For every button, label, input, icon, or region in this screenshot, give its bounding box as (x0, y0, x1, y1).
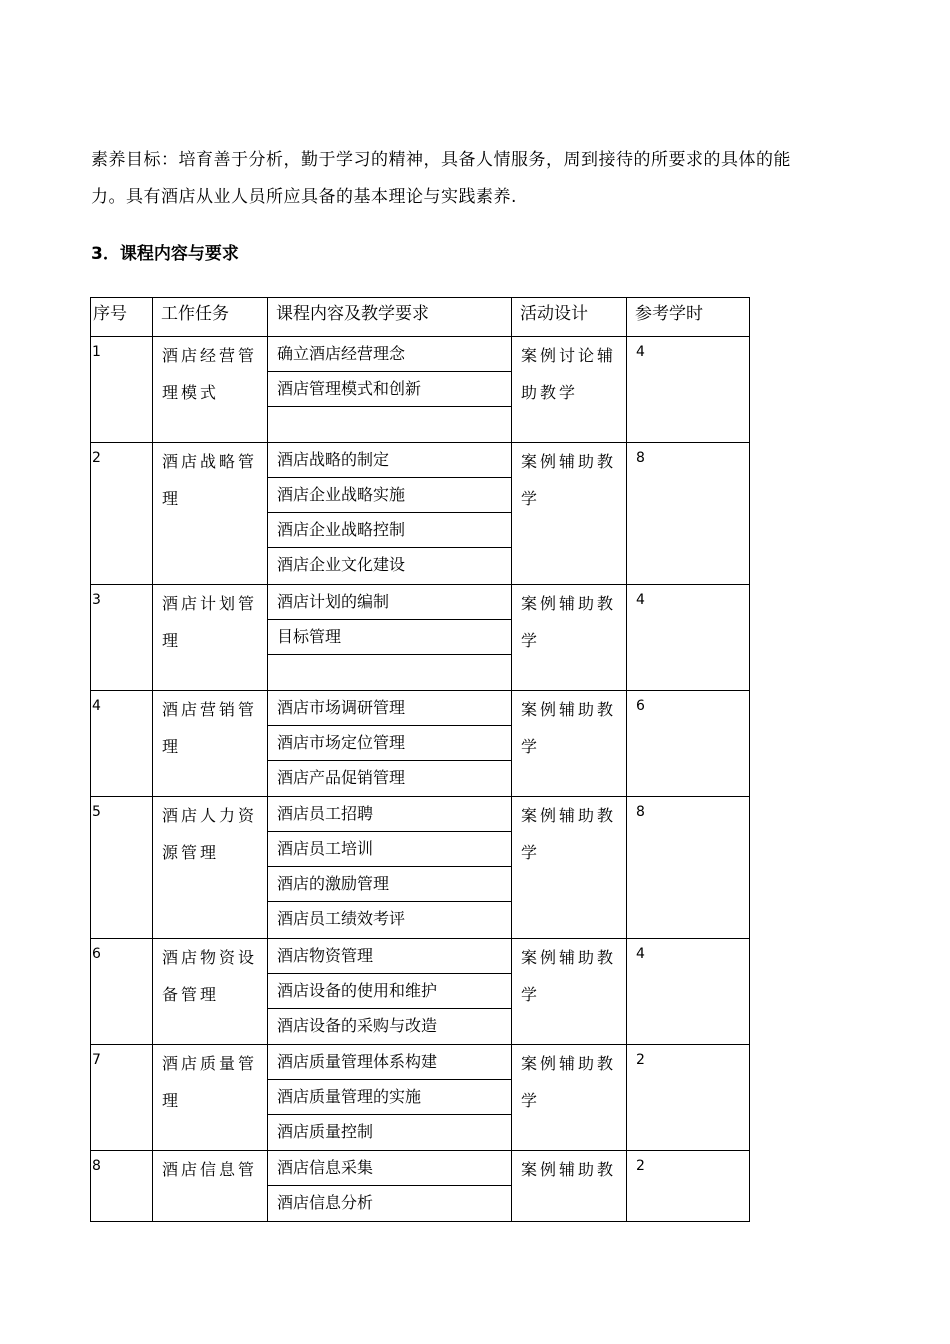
course-content-item: 酒店质量管理体系构建 (268, 1045, 511, 1080)
course-content-cell (268, 691, 512, 797)
row-number: 2 (91, 443, 153, 585)
work-task: 酒店人力资源管理 (153, 797, 268, 939)
course-content-item: 酒店设备的使用和维护 (268, 974, 511, 1009)
activity-design: 案例讨论辅助教学 (512, 337, 627, 443)
course-content-item: 酒店的激励管理 (268, 867, 511, 902)
activity-design: 案例辅助教学 (512, 691, 627, 797)
course-content-item: 酒店管理模式和创新 (268, 372, 511, 407)
course-content-item: 酒店市场调研管理 (268, 691, 511, 726)
header-content: 课程内容及教学要求 (268, 298, 512, 337)
course-content-item: 酒店质量管理的实施 (268, 1080, 511, 1115)
row-number: 3 (91, 585, 153, 691)
reference-hours: 4 (627, 337, 750, 443)
reference-hours: 8 (627, 797, 750, 939)
work-task: 酒店经营管理模式 (153, 337, 268, 443)
course-content-item: 酒店员工绩效考评 (277, 909, 406, 928)
activity-design: 案例辅助教 (512, 1151, 627, 1222)
work-task: 酒店信息管 (153, 1151, 268, 1222)
course-content-cell (268, 1045, 512, 1151)
table-row (91, 443, 750, 585)
table-row (91, 1045, 750, 1151)
course-content-item: 酒店员工培训 (268, 832, 511, 867)
course-content-cell (268, 939, 512, 1045)
work-task: 酒店战略管理 (153, 443, 268, 585)
course-content-item: 酒店质量控制 (277, 1122, 374, 1141)
work-task: 酒店物资设备管理 (153, 939, 268, 1045)
course-content-cell (268, 1151, 512, 1222)
course-content-cell (268, 337, 512, 443)
header-activity: 活动设计 (512, 298, 627, 337)
row-number: 8 (91, 1151, 153, 1222)
course-content-item: 酒店企业文化建设 (277, 555, 406, 574)
row-number: 6 (91, 939, 153, 1045)
work-task: 酒店质量管理 (153, 1045, 268, 1151)
header-hours: 参考学时 (627, 298, 750, 337)
work-task: 酒店计划管理 (153, 585, 268, 691)
table-row (91, 691, 750, 797)
table-header-row (91, 298, 750, 337)
activity-design: 案例辅助教学 (512, 939, 627, 1045)
objective-line-2: 力。具有酒店从业人员所应具备的基本理论与实践素养. (91, 187, 517, 207)
activity-design: 案例辅助教学 (512, 1045, 627, 1151)
reference-hours: 8 (627, 443, 750, 585)
course-content-item: 酒店企业战略实施 (268, 478, 511, 513)
section-heading: 3．课程内容与要求 (91, 244, 239, 264)
activity-design: 案例辅助教学 (512, 797, 627, 939)
course-content-item: 确立酒店经营理念 (268, 337, 511, 372)
row-number: 7 (91, 1045, 153, 1151)
course-content-item: 酒店产品促销管理 (277, 768, 406, 787)
course-content-cell (268, 797, 512, 939)
row-number: 5 (91, 797, 153, 939)
course-content-item (268, 655, 511, 690)
course-content-item: 酒店市场定位管理 (268, 726, 511, 761)
table-row (91, 1151, 750, 1222)
course-content-item: 酒店战略的制定 (268, 443, 511, 478)
reference-hours: 4 (627, 939, 750, 1045)
activity-design: 案例辅助教学 (512, 443, 627, 585)
work-task: 酒店营销管理 (153, 691, 268, 797)
row-number: 1 (91, 337, 153, 443)
objective-line-1: 素养目标：培育善于分析，勤于学习的精神，具备人情服务，周到接待的所要求的具体的能 (91, 150, 791, 170)
course-content-item: 酒店信息采集 (268, 1151, 511, 1186)
table-row (91, 939, 750, 1045)
course-content-item (268, 407, 511, 442)
reference-hours: 4 (627, 585, 750, 691)
activity-design: 案例辅助教学 (512, 585, 627, 691)
course-content-item: 酒店企业战略控制 (268, 513, 511, 548)
reference-hours: 6 (627, 691, 750, 797)
course-content-item: 酒店物资管理 (268, 939, 511, 974)
table-row (91, 797, 750, 939)
course-content-item: 酒店信息分析 (277, 1193, 374, 1212)
header-no: 序号 (91, 298, 153, 337)
reference-hours: 2 (627, 1151, 750, 1222)
table-row (91, 337, 750, 443)
course-content-cell (268, 443, 512, 585)
row-number: 4 (91, 691, 153, 797)
course-content-item: 酒店员工招聘 (268, 797, 511, 832)
course-content-item: 酒店设备的采购与改造 (277, 1016, 438, 1035)
header-task: 工作任务 (153, 298, 268, 337)
course-content-table (90, 297, 750, 1222)
reference-hours: 2 (627, 1045, 750, 1151)
table-row (91, 585, 750, 691)
course-content-item: 酒店计划的编制 (268, 585, 511, 620)
course-content-cell (268, 585, 512, 691)
course-content-item: 目标管理 (268, 620, 511, 655)
